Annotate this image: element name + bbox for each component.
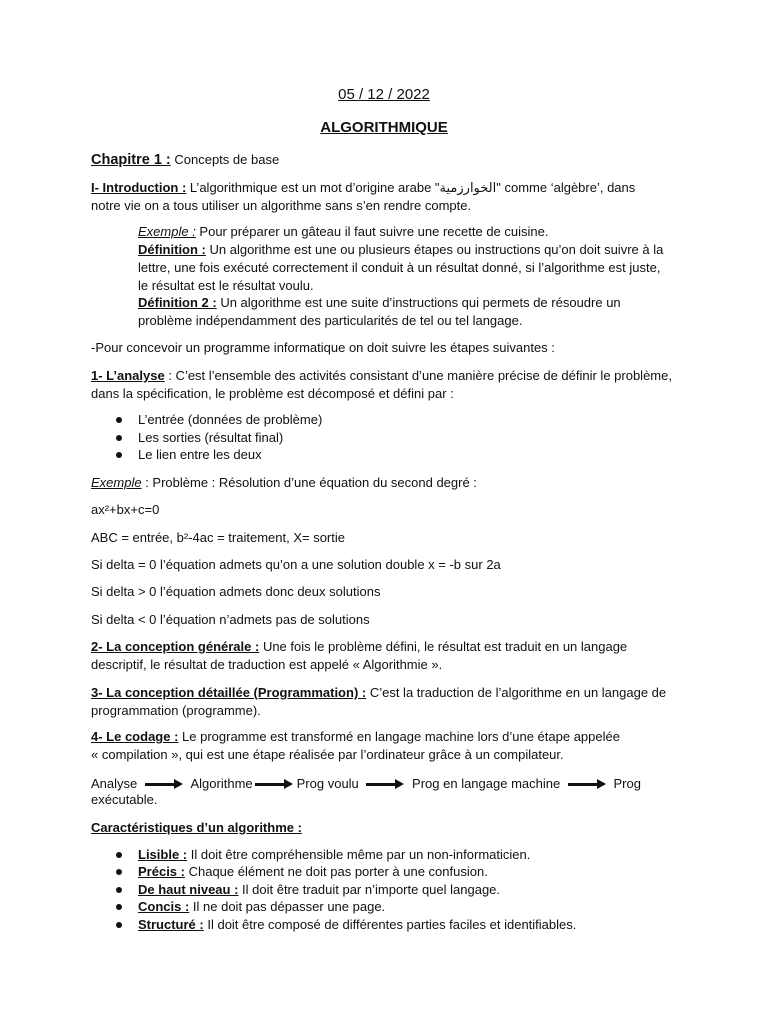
sequence-step: Prog en langage machine (412, 775, 561, 791)
example1-label: Exemple : (138, 224, 196, 239)
conception-generale-label: 2- La conception générale : (91, 639, 260, 654)
bullet-icon (116, 452, 122, 458)
codage-label: 4- Le codage : (91, 729, 179, 744)
sequence-step: Prog (613, 775, 641, 791)
right-arrow-icon (366, 779, 404, 789)
conception-detaillee-text-1: C’est la traduction de l’algorithme en un langage de (366, 685, 667, 700)
definition2-line-2: problème indépendamment des particularités de tel ou tel langage. (138, 313, 523, 328)
definition1-text-1: Un algorithme est une ou plusieurs étapes ou instructions qu’on doit suivre à la (205, 242, 664, 257)
analyse-item: Les sorties (résultat final) (138, 430, 284, 445)
intro-line-1 (91, 179, 635, 197)
steps-intro: -Pour concevoir un programme informatique on doit suivre les étapes suivantes : (91, 340, 555, 355)
characteristic-label: Concis : (138, 899, 190, 914)
sequence-step: Prog voulu (296, 775, 359, 791)
characteristic-label: Précis : (138, 864, 185, 879)
characteristic-text: Il doit être composé de différentes parties faciles et identifiables. (203, 917, 577, 932)
bullet-icon (116, 904, 122, 910)
definition1-line-2: lettre, une fois exécuté correctement il conduit à un résultat donné, si l’algorithme est juste, (138, 260, 661, 275)
example2-line: ax²+bx+c=0 (91, 502, 160, 517)
characteristic-item (138, 846, 530, 864)
example1 (138, 223, 548, 241)
bullet-icon (116, 417, 122, 423)
characteristic-label: De haut niveau : (138, 882, 239, 897)
bullet-icon (116, 922, 122, 928)
intro-label: I- Introduction : (91, 180, 187, 195)
sequence-step: Analyse (91, 775, 138, 791)
characteristic-text: Chaque élément ne doit pas porter à une confusion. (184, 864, 488, 879)
definition1-label: Définition : (138, 242, 206, 257)
analyse-label: 1- L’analyse (91, 368, 165, 383)
process-sequence (91, 774, 641, 792)
definition1-line-3: le résultat est le résultat voulu. (138, 278, 314, 293)
right-arrow-icon (568, 779, 606, 789)
definition2-line-1 (138, 294, 621, 312)
characteristic-label: Lisible : (138, 847, 188, 862)
conception-detaillee-line-2: programmation (programme). (91, 703, 261, 718)
intro-text-1: L’algorithmique est un mot d’origine arabe "الخوارزمية" comme ‘algèbre’, dans (186, 180, 636, 195)
characteristic-item (138, 898, 385, 916)
analyse-line-1 (91, 367, 672, 385)
example2-label: Exemple (91, 475, 142, 490)
document-date: 05 / 12 / 2022 (338, 86, 430, 103)
chapter-label: Chapitre 1 : (91, 152, 171, 168)
bullet-icon (116, 887, 122, 893)
codage-text-1: Le programme est transformé en langage machine lors d’une étape appelée (178, 729, 620, 744)
example2-line: Si delta < 0 l’équation n’admets pas de solutions (91, 612, 370, 627)
definition1-line-1 (138, 241, 663, 259)
example2-line: Si delta = 0 l’équation admets qu’on a une solution double x = -b sur 2a (91, 557, 501, 572)
bullet-icon (116, 435, 122, 441)
analyse-item: Le lien entre les deux (138, 447, 262, 462)
conception-generale-line-1 (91, 638, 627, 656)
characteristic-text: Il doit être traduit par n’importe quel langage. (238, 882, 501, 897)
sequence-step: Algorithme (190, 775, 253, 791)
bullet-icon (116, 852, 122, 858)
analyse-line-2: dans la spécification, le problème est décomposé et défini par : (91, 386, 454, 401)
example2-line: ABC = entrée, b²-4ac = traitement, X= sortie (91, 530, 345, 545)
analyse-item: L’entrée (données de problème) (138, 412, 323, 427)
conception-detaillee-line-1 (91, 684, 666, 702)
chapter-text: Concepts de base (170, 152, 280, 167)
characteristic-item (138, 916, 576, 934)
conception-generale-text-1: Une fois le problème défini, le résultat est traduit en un langage (259, 639, 628, 654)
characteristic-item (138, 881, 500, 899)
conception-generale-line-2: descriptif, le résultat de traduction est appelé « Algorithmie ». (91, 657, 443, 672)
example1-text: Pour préparer un gâteau il faut suivre une recette de cuisine. (195, 224, 549, 239)
characteristic-item (138, 863, 488, 881)
example2-text: : Problème : Résolution d’une équation du second degré : (141, 475, 477, 490)
right-arrow-icon (145, 779, 183, 789)
codage-line-2: « compilation », qui est une étape réalisée par l’ordinateur grâce à un compilateur. (91, 747, 564, 762)
intro-line-2: notre vie on a tous utiliser un algorithme sans s’en rendre compte. (91, 198, 472, 213)
definition2-text-1: Un algorithme est une suite d’instructions qui permets de résoudre un (216, 295, 621, 310)
bullet-icon (116, 869, 122, 875)
example2-heading (91, 474, 477, 492)
definition2-label: Définition 2 : (138, 295, 217, 310)
conception-detaillee-label: 3- La conception détaillée (Programmation) : (91, 685, 367, 700)
characteristics-heading: Caractéristiques d’un algorithme : (91, 820, 302, 835)
chapter-heading (91, 151, 279, 170)
document-title: ALGORITHMIQUE (320, 119, 448, 136)
analyse-text-1: : C’est l’ensemble des activités consistant d’une manière précise de définir le problème, (164, 368, 672, 383)
characteristic-text: Il doit être compréhensible même par un non-informaticien. (187, 847, 531, 862)
characteristic-text: Il ne doit pas dépasser une page. (189, 899, 386, 914)
sequence-continuation: exécutable. (91, 792, 158, 807)
characteristic-label: Structuré : (138, 917, 204, 932)
example2-line: Si delta > 0 l’équation admets donc deux solutions (91, 584, 381, 599)
codage-line-1 (91, 728, 620, 746)
right-arrow-icon (255, 779, 293, 789)
